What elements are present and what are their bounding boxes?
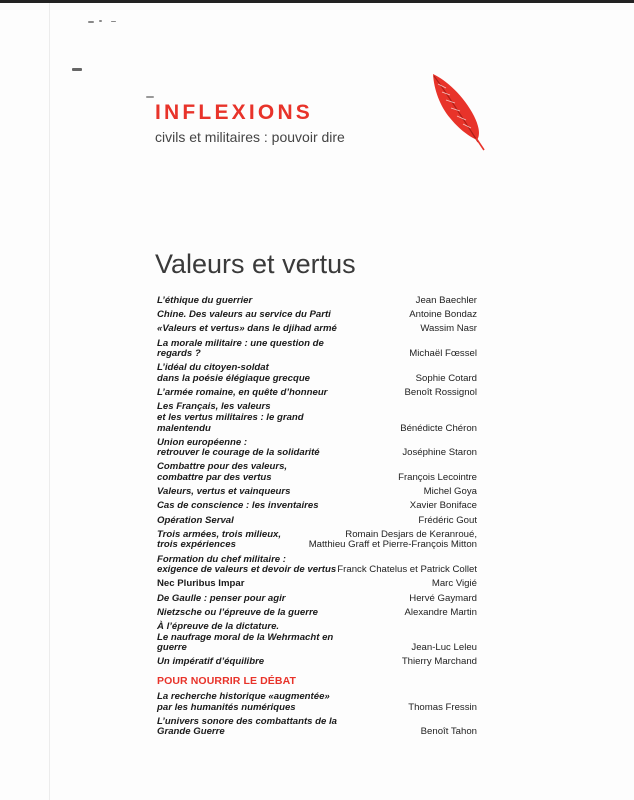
toc-entry <box>157 339 477 360</box>
entry-title: Valeurs, vertus et vainqueurs <box>157 486 291 498</box>
debate-section-heading: POUR NOURRIR LE DÉBAT <box>157 674 296 687</box>
section-title: Valeurs et vertus <box>155 249 356 279</box>
entry-author: François Lecointre <box>398 472 477 484</box>
brand-block <box>155 101 345 146</box>
entry-author: Michel Goya <box>423 486 477 498</box>
entry-title: «Valeurs et vertus» dans le djihad armé <box>157 323 337 335</box>
entry-title: La morale militaire : une question de regards ? <box>157 337 324 360</box>
page-fold-line <box>49 3 50 800</box>
toc-entry <box>157 310 477 321</box>
toc-entry <box>157 487 477 498</box>
entry-title: À l’épreuve de la dictature. Le naufrage moral de la Wehrmacht en guerre <box>157 620 334 654</box>
toc-entry <box>157 555 477 576</box>
entry-title: Cas de conscience : les inventaires <box>157 500 319 512</box>
entry-author: Jean Baechler <box>415 295 477 306</box>
entry-title: De Gaulle : penser pour agir <box>157 592 286 604</box>
toc-entry <box>157 462 477 483</box>
scan-speck <box>88 21 94 23</box>
toc-entry <box>157 530 477 551</box>
entry-author: Franck Chatelus et Patrick Collet <box>337 564 477 576</box>
entry-author: Benoît Rossignol <box>404 387 477 399</box>
scan-speck <box>99 20 102 22</box>
entry-title: L’armée romaine, en quête d’honneur <box>157 387 328 399</box>
toc-entry <box>157 516 477 527</box>
entry-title: La recherche historique «augmentée» par les humanités numériques <box>157 690 330 713</box>
entry-title: Trois armées, trois milieux, trois expériences <box>157 528 282 551</box>
toc-entry <box>157 324 477 335</box>
entry-title: Les Français, les valeurs et les vertus militaires : le grand malentendu <box>157 401 304 434</box>
entry-title: Opération Serval <box>157 514 234 526</box>
scan-speck <box>111 21 116 22</box>
entry-title: Formation du chef militaire : exigence de valeurs et devoir de vertus <box>157 553 337 576</box>
brand-title: INFLEXIONS <box>155 101 314 124</box>
entry-author: Marc Vigié <box>431 578 477 590</box>
toc-entry <box>157 608 477 619</box>
entry-title: Nietzsche ou l’épreuve de la guerre <box>157 606 319 618</box>
entry-author: Antoine Bondaz <box>409 309 477 321</box>
debate-entry <box>157 717 477 738</box>
entry-author: Benoît Tahon <box>420 726 477 738</box>
toc-entry <box>157 657 477 668</box>
toc-entry <box>157 622 477 654</box>
toc-entry <box>157 388 477 399</box>
entry-title: Nec Pluribus Impar <box>157 578 245 590</box>
entry-author: Hervé Gaymard <box>409 592 477 604</box>
entry-author: Sophie Cotard <box>415 372 477 384</box>
entry-author: Thomas Fressin <box>408 701 477 713</box>
entry-author: Bénédicte Chéron <box>400 422 477 434</box>
entry-title: Un impératif d’équilibre <box>157 656 265 668</box>
entry-title: Chine. Des valeurs au service du Parti <box>157 309 331 321</box>
entry-title: Union européenne : retrouver le courage de la solidarité <box>157 436 320 459</box>
toc-entry <box>157 579 477 590</box>
entry-title: L’idéal du citoyen-soldat dans la poésie élégiaque grecque <box>157 362 311 384</box>
debate-entry <box>157 692 477 713</box>
entry-author: Romain Desjars de Keranroué, Matthieu Graff et Pierre-François Mitton <box>308 528 477 551</box>
scan-speck <box>146 96 154 98</box>
table-of-contents <box>157 296 477 741</box>
toc-entry <box>157 296 477 307</box>
entry-author: Xavier Boniface <box>409 500 477 512</box>
toc-entry <box>157 363 477 384</box>
entry-title: Combattre pour des valeurs, combattre par des vertus <box>157 461 288 484</box>
entry-author: Thierry Marchand <box>401 656 477 668</box>
entry-title: L’éthique du guerrier <box>157 295 253 306</box>
entry-author: Alexandre Martin <box>404 606 477 618</box>
toc-entry <box>157 402 477 434</box>
entry-author: Wassim Nasr <box>420 323 477 335</box>
brand-tagline: civils et militaires : pouvoir dire <box>155 129 345 145</box>
entry-title: L’univers sonore des combattants de la Grande Guerre <box>157 715 338 738</box>
entry-author: Michaël Fœssel <box>409 348 477 360</box>
scan-speck <box>72 68 82 71</box>
toc-entry <box>157 501 477 512</box>
quill-feather-icon <box>428 70 486 152</box>
toc-entry <box>157 594 477 605</box>
entry-author: Joséphine Staron <box>402 447 477 459</box>
entry-author: Jean-Luc Leleu <box>411 642 477 654</box>
top-edge-rule <box>0 0 634 3</box>
entry-author: Frédéric Gout <box>418 514 477 526</box>
toc-entry <box>157 438 477 459</box>
